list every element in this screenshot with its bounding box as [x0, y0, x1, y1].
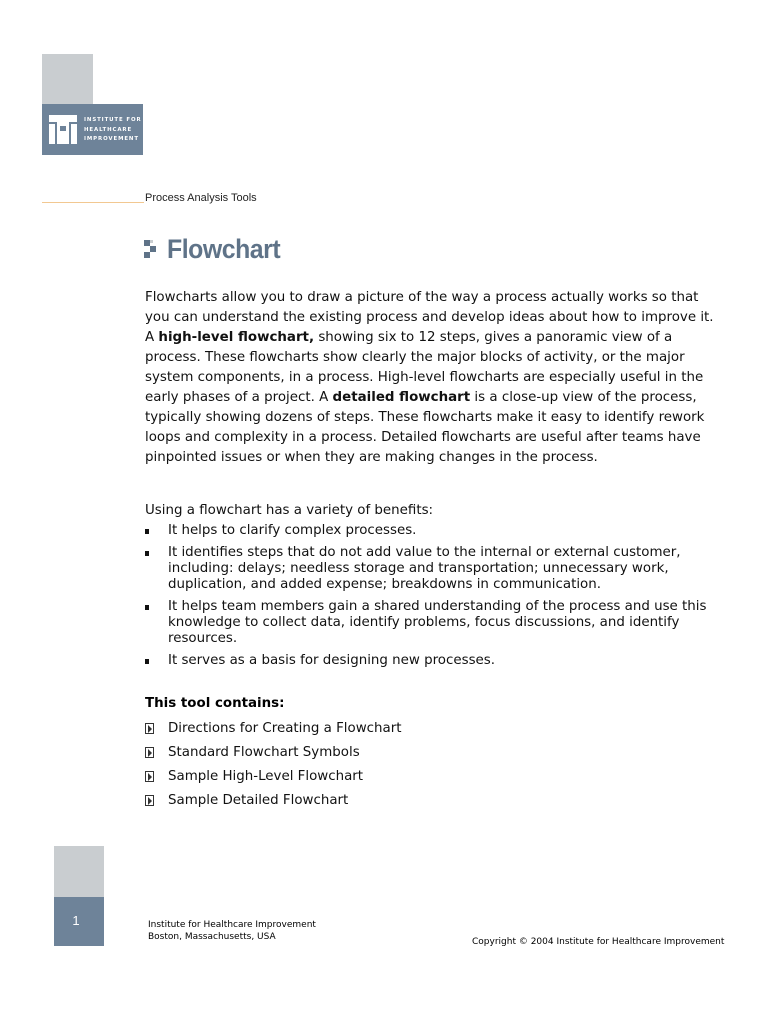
bullet-square-icon — [145, 529, 149, 534]
intro-bold-detailed: detailed flowchart — [332, 390, 471, 405]
logo-line-1: INSTITUTE FOR — [84, 117, 142, 123]
list-item — [145, 545, 725, 593]
footer-org-location: Boston, Massachusetts, USA — [148, 932, 276, 942]
arrow-box-icon — [145, 747, 154, 758]
header-rule — [42, 202, 144, 203]
footer-organization — [148, 919, 316, 943]
title-bullet-icon — [144, 240, 160, 262]
benefit-text: It identifies steps that do not add value to the internal or external customer, including: delays; needless storage and transportation; unnecessary work, duplication, and added expense; breakdowns in communication. — [168, 545, 681, 592]
copyright-notice: Copyright © 2004 Institute for Healthcare Improvement — [472, 937, 725, 947]
arrow-box-icon — [145, 795, 154, 806]
list-item — [145, 523, 725, 539]
logo-line-2: HEALTHCARE — [84, 126, 133, 133]
arrow-box-icon — [145, 723, 154, 734]
benefit-text: It helps team members gain a shared understanding of the process and use this knowledge to collect data, identify problems, focus discussions, and identify resources. — [168, 599, 707, 646]
intro-text-1: Flowcharts allow you to draw a picture of the way a process actually works so that you can understand the existing process and develop ideas about how to improve it. A — [145, 290, 714, 345]
bullet-square-icon — [145, 605, 149, 610]
logo-line-3: IMPROVEMENT — [84, 136, 139, 142]
benefits-lead: Using a flowchart has a variety of benefits: — [145, 503, 434, 518]
benefit-text: It helps to clarify complex processes. — [168, 523, 417, 538]
arrow-box-icon — [145, 771, 154, 782]
intro-bold-high-level: high-level flowchart, — [158, 330, 315, 345]
intro-paragraph — [145, 288, 725, 468]
page-title: Flowchart — [167, 234, 281, 264]
footer-org-name: Institute for Healthcare Improvement — [148, 920, 316, 930]
contents-item — [145, 743, 401, 767]
footer-grey-block — [54, 846, 104, 897]
contents-item — [145, 767, 401, 791]
contains-heading: This tool contains: — [145, 696, 285, 711]
logo-grey-block — [42, 54, 93, 106]
intro-text-3: is a close-up view of the process, typically showing dozens of steps. These flowcharts make it easy to identify rework loops and complexity in a process. Detailed flowcharts are useful after teams have pinpointed issues or when they are making changes in the process. — [145, 390, 705, 465]
contents-item — [145, 791, 401, 815]
contents-list — [145, 719, 401, 815]
section-label: Process Analysis Tools — [145, 192, 257, 204]
contents-item — [145, 719, 401, 743]
contents-item-label: Directions for Creating a Flowchart — [168, 721, 402, 736]
ihi-logo-icon — [48, 114, 78, 146]
bullet-square-icon — [145, 659, 149, 664]
list-item — [145, 599, 725, 647]
contents-item-label: Sample Detailed Flowchart — [168, 793, 349, 808]
intro-text-2: showing six to 12 steps, gives a panoramic view of a process. These flowcharts show clearly the major blocks of activity, or the major system components, in a process. High-level flowcharts are especially useful in the early phases of a project. A — [145, 330, 704, 405]
bullet-square-icon — [145, 551, 149, 556]
page-number: 1 — [72, 913, 80, 928]
list-item — [145, 653, 725, 669]
contents-item-label: Standard Flowchart Symbols — [168, 745, 360, 760]
contents-item-label: Sample High-Level Flowchart — [168, 769, 364, 784]
logo-wordmark — [84, 116, 142, 145]
benefits-list — [145, 523, 725, 675]
benefit-text: It serves as a basis for designing new processes. — [168, 653, 496, 668]
